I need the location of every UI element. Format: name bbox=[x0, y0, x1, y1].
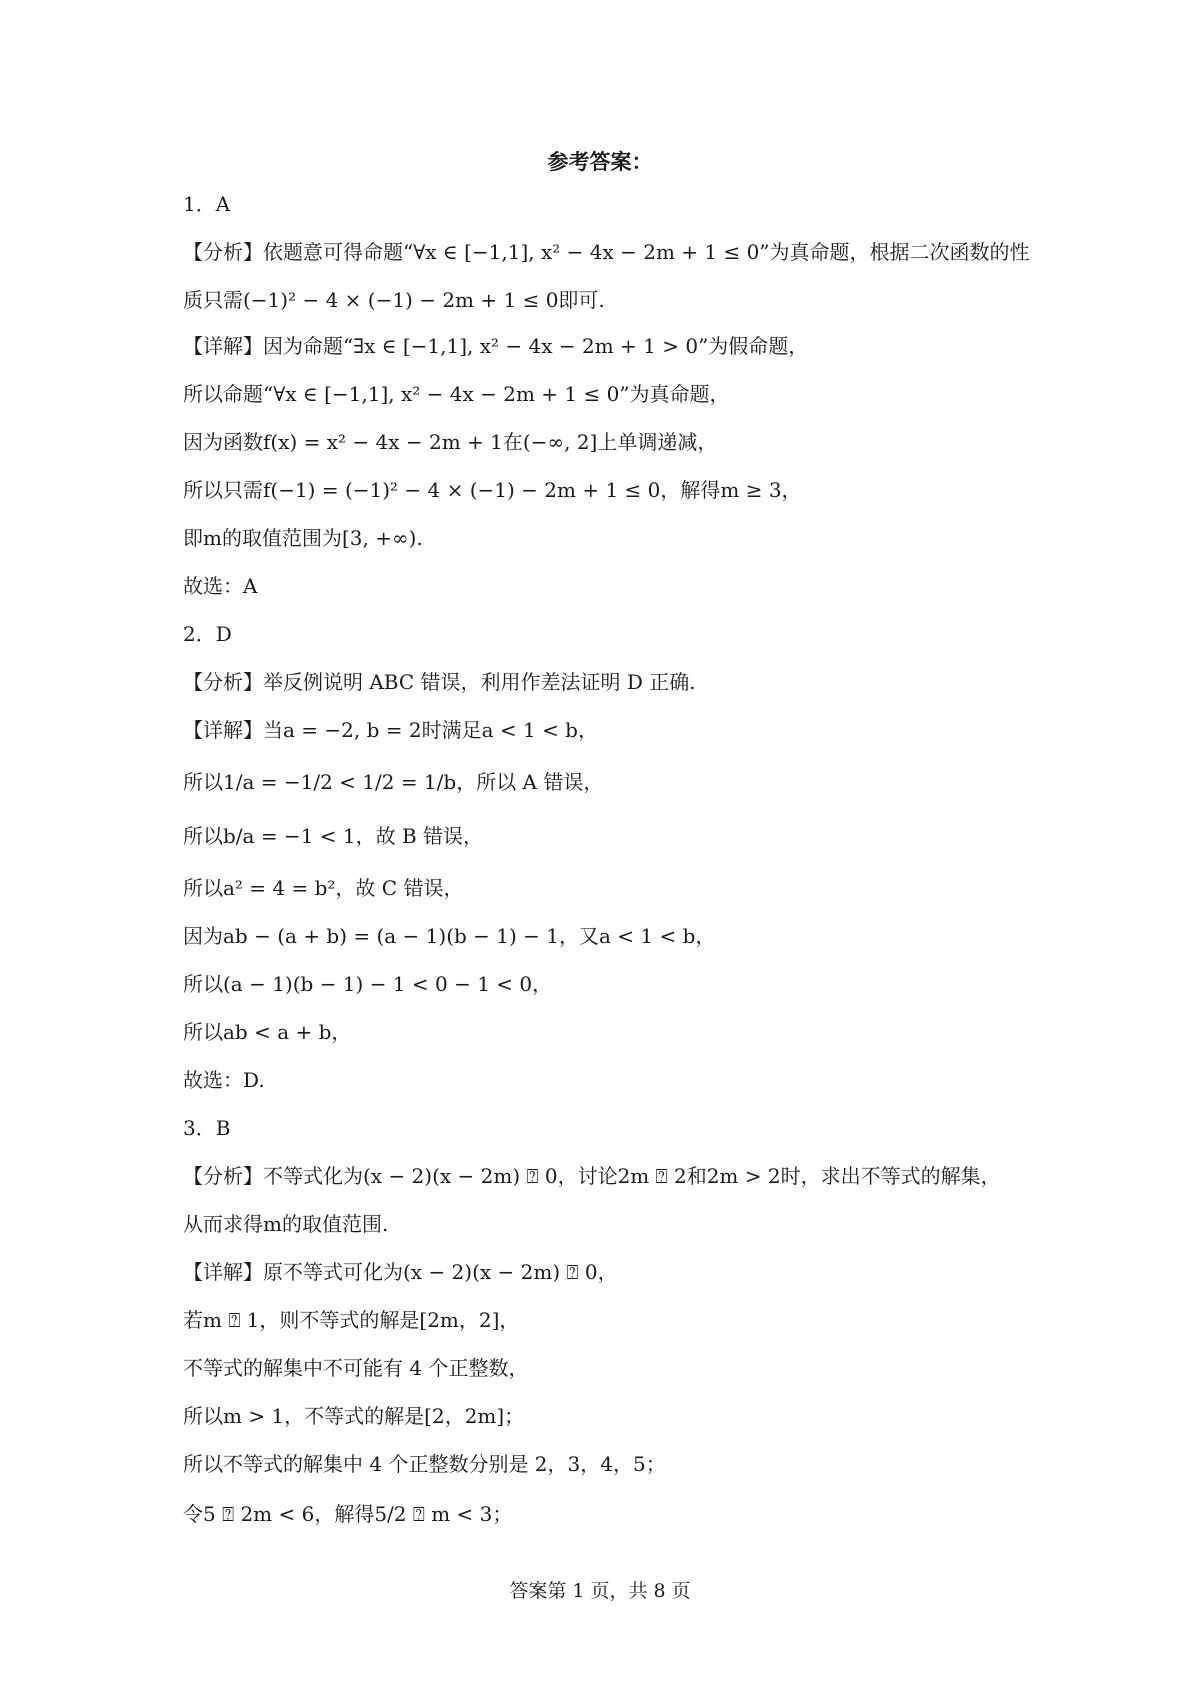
answer-number: 3．B bbox=[183, 1116, 231, 1140]
page-footer: 答案第 1 页，共 8 页 bbox=[509, 1580, 691, 1602]
choice-line: 故选：D. bbox=[183, 1068, 265, 1092]
detail-line: 令5 ⍰ 2m < 6，解得5/2 ⍰ m < 3； bbox=[183, 1502, 513, 1526]
answer-number: 1．A bbox=[183, 192, 231, 216]
detail-line: 所以a² = 4 = b²，故 C 错误， bbox=[183, 876, 464, 900]
detail-line: 所以1/a = −1/2 < 1/2 = 1/b，所以 A 错误， bbox=[183, 770, 604, 794]
analysis-line: 质只需(−1)² − 4 × (−1) − 2m + 1 ≤ 0即可. bbox=[183, 288, 605, 312]
page-title: 参考答案： bbox=[547, 149, 653, 174]
detail-line: 【详解】因为命题“∃x ∈ [−1,1], x² − 4x − 2m + 1 > 0”为假命题， bbox=[183, 334, 809, 358]
analysis-line: 从而求得m的取值范围. bbox=[183, 1212, 389, 1236]
detail-line: 所以不等式的解集中 4 个正整数分别是 2，3，4，5； bbox=[183, 1452, 666, 1476]
detail-line: 所以(a − 1)(b − 1) − 1 < 0 − 1 < 0， bbox=[183, 972, 553, 996]
analysis-line: 【分析】举反例说明 ABC 错误，利用作差法证明 D 正确. bbox=[183, 670, 696, 694]
detail-line: 【详解】原不等式可化为(x − 2)(x − 2m) ⍰ 0， bbox=[183, 1260, 618, 1284]
analysis-line: 【分析】依题意可得命题“∀x ∈ [−1,1], x² − 4x − 2m + 1 ≤ 0”为真命题，根据二次函数的性 bbox=[183, 240, 1030, 264]
detail-line: 即m的取值范围为[3, +∞). bbox=[183, 526, 423, 550]
detail-line: 所以b/a = −1 < 1，故 B 错误， bbox=[183, 824, 484, 848]
detail-line: 所以命题“∀x ∈ [−1,1], x² − 4x − 2m + 1 ≤ 0”为真命题， bbox=[183, 382, 730, 406]
choice-line: 故选：A bbox=[183, 574, 258, 598]
detail-line: 因为ab − (a + b) = (a − 1)(b − 1) − 1，又a < 1 < b， bbox=[183, 924, 716, 948]
detail-line: 所以m > 1，不等式的解是[2，2m]； bbox=[183, 1404, 525, 1428]
detail-line: 因为函数f(x) = x² − 4x − 2m + 1在(−∞, 2]上单调递减， bbox=[183, 430, 718, 454]
detail-line: 不等式的解集中不可能有 4 个正整数， bbox=[183, 1356, 529, 1380]
answer-number: 2．D bbox=[183, 622, 232, 646]
analysis-line: 【分析】不等式化为(x − 2)(x − 2m) ⍰ 0，讨论2m ⍰ 2和2m > 2时，求出不等式的解集， bbox=[183, 1164, 1001, 1188]
detail-line: 【详解】当a = −2, b = 2时满足a < 1 < b， bbox=[183, 718, 598, 742]
detail-line: 所以只需f(−1) = (−1)² − 4 × (−1) − 2m + 1 ≤ 0，解得m ≥ 3， bbox=[183, 478, 802, 502]
detail-line: 所以ab < a + b， bbox=[183, 1020, 352, 1044]
detail-line: 若m ⍰ 1，则不等式的解是[2m，2]， bbox=[183, 1308, 520, 1332]
